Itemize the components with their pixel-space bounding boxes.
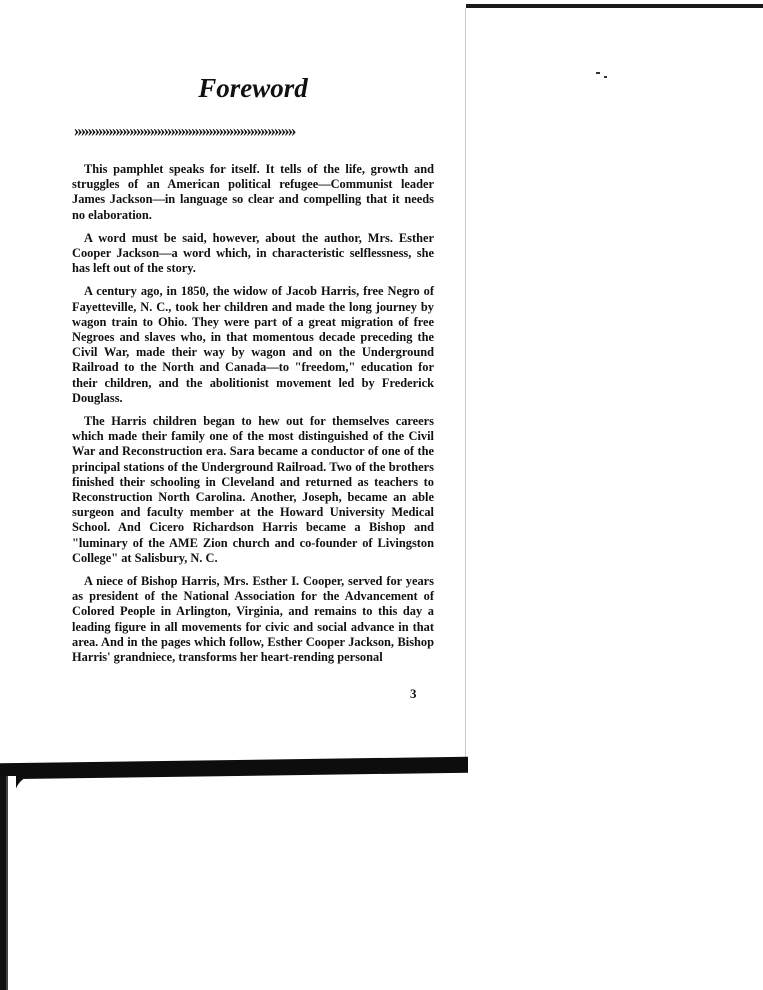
- page-title: Foreword: [198, 73, 308, 103]
- scan-speck: [604, 76, 607, 78]
- paragraph: A word must be said, however, about the author, Mrs. Esther Cooper Jackson—a word which, in characteristic selflessness, she has left out of the story.: [72, 230, 434, 276]
- paragraph: A niece of Bishop Harris, Mrs. Esther I. Cooper, served for years as president of the National Association for the Advancement of Colored People in Arlington, Virginia, and remains to this day a leading figure in all movements for civic and social advance in that area. And in the pages which follow, Esther Cooper Jackson, Bishop Harris' grandniece, transforms her heart-rending personal: [72, 574, 434, 665]
- page-number: 3: [410, 686, 417, 701]
- scan-border-bottom: [0, 757, 468, 780]
- page-right-edge: [465, 8, 466, 760]
- paragraph: This pamphlet speaks for itself. It tells of the life, growth and struggles of an American political refugee—Communist leader James Jackson—in language so clear and compelling that it needs no elaboration.: [72, 162, 434, 222]
- paragraph: A century ago, in 1850, the widow of Jacob Harris, free Negro of Fayetteville, N. C., took her children and made the long journey by wagon train to Ohio. They were part of a great migration of free Negroes and slaves who, in that momentous decade preceding the Civil War, made their way by wagon and on the Underground Railroad to the North and Canada—to "freedom," education for their children, and the abolitionist movement led by Frederick Douglass.: [72, 284, 434, 405]
- document-page: [72, 70, 434, 673]
- scan-speck: [596, 72, 600, 74]
- body-text: [72, 162, 434, 665]
- scan-border-top: [466, 4, 763, 8]
- title-ornament-rule: »»»»»»»»»»»»»»»»»»»»»»»»»»»»»»»»: [74, 122, 295, 140]
- paragraph: The Harris children began to hew out for themselves careers which made their family one of the most distinguished of the Civil War and Reconstruction era. Sara became a conductor of one of the principal stations of the Underground Railroad. Two of the brothers finished their schooling in Cleveland and returned as teachers to Reconstruction North Carolina. Another, Joseph, became an able surgeon and faculty member at the Howard University Medical School. And Cicero Richardson Harris became a Bishop and "luminary of the AME Zion church and co-founder of Livingston College" at Salisbury, N. C.: [72, 414, 434, 565]
- scan-border-left: [0, 776, 16, 990]
